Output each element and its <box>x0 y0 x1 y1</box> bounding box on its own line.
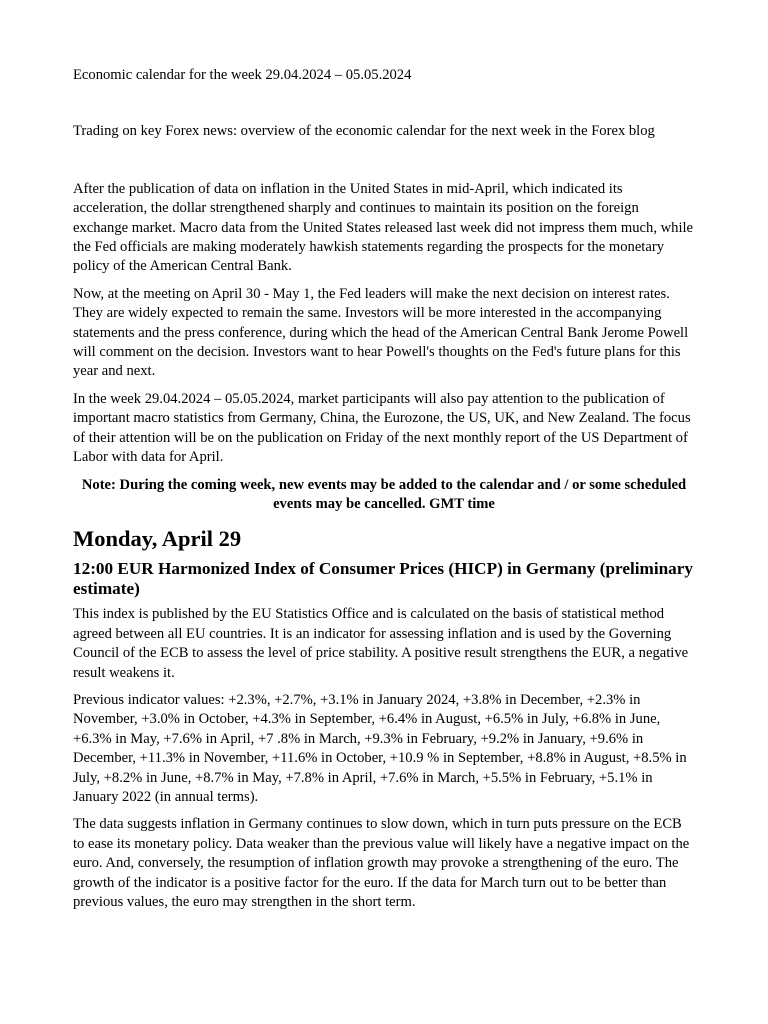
intro-paragraph: After the publication of data on inflation in the United States in mid-April, which indicated its acceleration, the dollar strengthened sharply and continues to maintain its position on the foreign exchange market. Macro data from the United States released last week did not impress them much, while the Fed officials are making moderately hawkish statements regarding the prospects for the monetary policy of the American Central Bank. <box>73 180 694 275</box>
intro-paragraph: Now, at the meeting on April 30 - May 1, the Fed leaders will make the next decision on interest rates. They are widely expected to remain the same. Investors will be more interested in the accompanying statements and the press conference, during which the head of the American Central Bank Jerome Powell will comment on the decision. Investors want to hear Powell's thoughts on the Fed's future plans for this year and next. <box>73 285 689 380</box>
event-title: 12:00 EUR Harmonized Index of Consumer Prices (HICP) in Germany (preliminary estimate) <box>73 559 693 599</box>
document-title: Economic calendar for the week 29.04.2024 – 05.05.2024 <box>73 67 412 83</box>
event-paragraph: This index is published by the EU Statistics Office and is calculated on the basis of statistical method agreed between all EU countries. It is an indicator for assessing inflation and is used by the Governing Council of the ECB to assess the level of price stability. A positive result strengthens the EUR, a negative result weakens it. <box>73 606 689 681</box>
intro-paragraph: In the week 29.04.2024 – 05.05.2024, market participants will also pay attention to the publication of important macro statistics from Germany, China, the Eurozone, the US, UK, and New Zealand. The focus of their attention will be on the publication on Friday of the next monthly report of the US Department of Labor with data for April. <box>73 390 691 466</box>
day-heading: Monday, April 29 <box>73 526 242 552</box>
event-paragraph: Previous indicator values: +2.3%, +2.7%, +3.1% in January 2024, +3.8% in December, +2.3% in November, +3.0% in October, +4.3% in September, +6.4% in August, +6.5% in July, +6.8% in June, +6.3% in May, +7.6% in April, +7 .8% in March, +9.3% in February, +9.2% in January, +9.6% in December, +11.3% in November, +11.6% in October, +10.9 % in September, +8.8% in August, +8.5% in July, +8.2% in June, +8.7% in May, +7.8% in April, +7.6% in March, +5.5% in February, +5.1% in January 2022 (in annual terms). <box>73 691 687 805</box>
document-subtitle: Trading on key Forex news: overview of the economic calendar for the next week in the Forex blog <box>73 123 655 140</box>
document-page <box>73 66 695 920</box>
event-paragraph: The data suggests inflation in Germany continues to slow down, which in turn puts pressure on the ECB to ease its monetary policy. Data weaker than the previous value will likely have a negative impact on the euro. And, conversely, the resumption of inflation growth may provoke a strengthening of the euro. The growth of the indicator is a positive factor for the euro. If the data for March turn out to be better than previous values, the euro may strengthen in the short term. <box>73 816 690 910</box>
note-text: Note: During the coming week, new events may be added to the calendar and / or some scheduled events may be cancelled. GMT time <box>81 476 687 512</box>
